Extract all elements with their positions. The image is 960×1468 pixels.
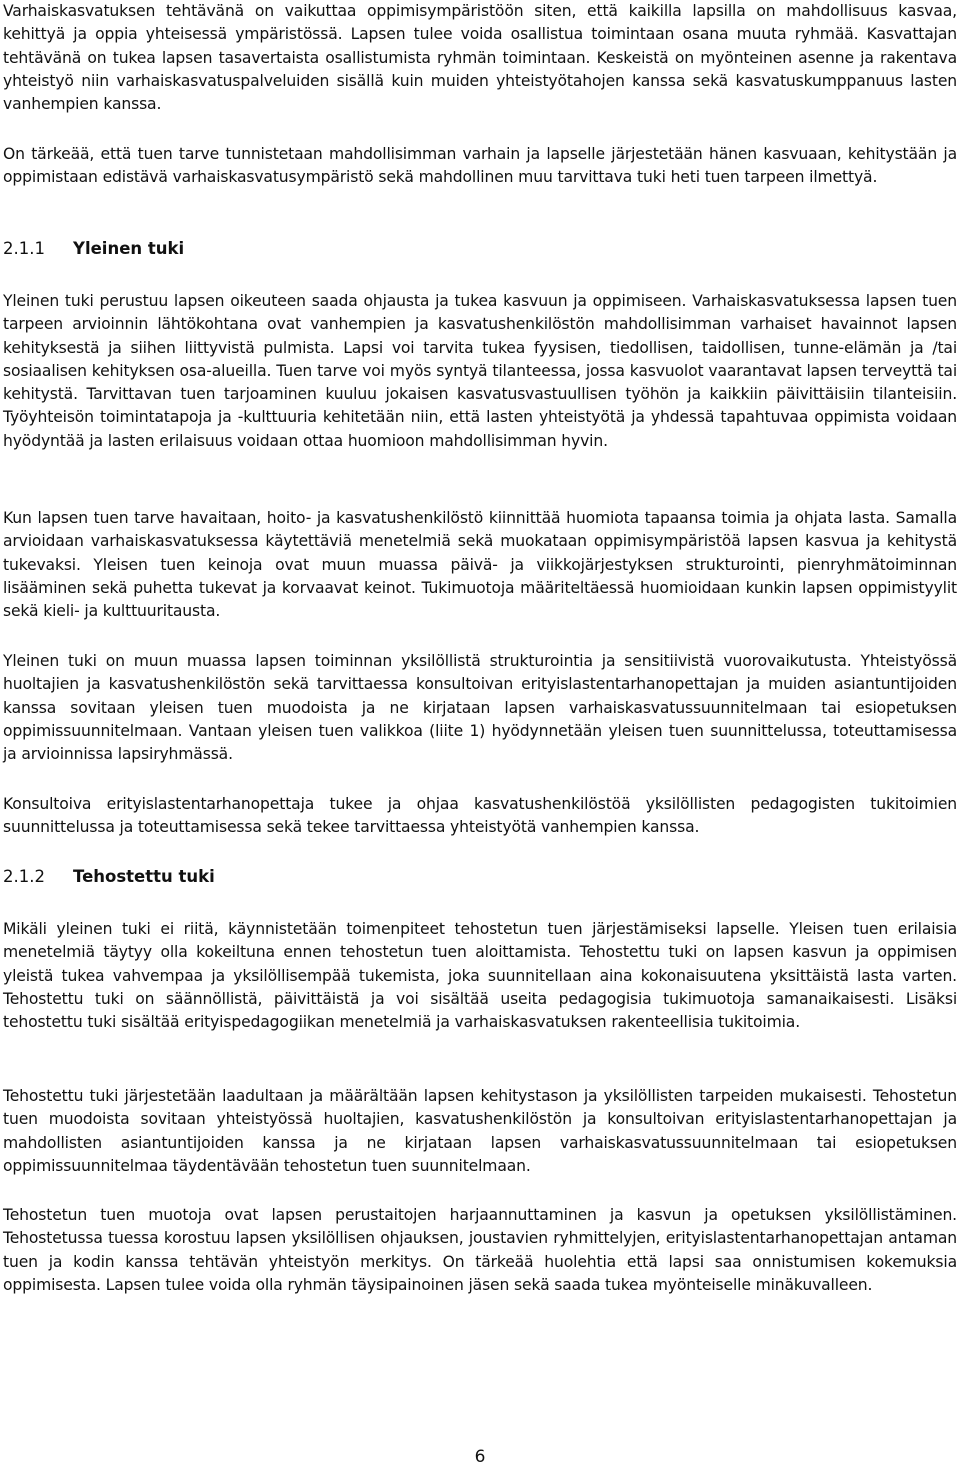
section-heading-general-support xyxy=(3,238,184,260)
paragraph-intensified-arrangement: Tehostettu tuki järjestetään laadultaan ja määrältään lapsen kehitystason ja yksilöllisten tarpeiden mukaisesti. Tehostetun tuen muodoista sovitaan yhteistyössä huoltajien, kasvatushenkilöstön ja konsultoivan erityislastentarhanopettajan ja mahdollisten asiantuntijoiden kanssa ja ne kirjataan lapsen varhaiskasvatussuunnitelmaan tai esiopetuksen oppimissuunnitelmaa täydentävään tehostetun tuen suunnitelmaan. xyxy=(3,1087,957,1175)
paragraph-staff-methods: Kun lapsen tuen tarve havaitaan, hoito- ja kasvatushenkilöstö kiinnittää huomiota tapaansa toimia ja ohjata lasta. Samalla arvioidaan varhaiskasvatuksessa käytettäviä menetelmiä sekä muokataan oppimisympäristöä lapsen kasvua ja kehitystä tukevaksi. Yleisen tuen keinoja ovat muun muassa päivä- ja viikkojärjestyksen strukturointi, pienryhmätoiminnan lisääminen sekä puhetta tukevat ja korvaavat keinot. Tukimuotoja määriteltäessä huomioidaan kunkin lapsen oppimistyylit sekä kieli- ja kulttuuritausta. xyxy=(3,509,957,621)
section-title: Tehostettu tuki xyxy=(73,867,215,886)
paragraph-intro: Varhaiskasvatuksen tehtävänä on vaikuttaa oppimisympäristöön siten, että kaikilla lapsilla on mahdollisuus kasvaa, kehittyä ja oppia yhteisessä ympäristössä. Lapsen tulee voida osallistua toimintaan osana muuta ryhmää. Kasvattajan tehtävänä on tukea lapsen tasavertaista osallistumista ryhmän toimintaan. Keskeistä on myönteinen asenne ja rakentava yhteistyö niin varhaiskasvatuspalveluiden sisällä kuin muiden yhteistyötahojen kanssa sekä kasvatuskumppanuus lasten vanhempien kanssa. xyxy=(3,2,957,114)
paragraph-intensified-forms: Tehostetun tuen muotoja ovat lapsen perustaitojen harjaannuttaminen ja kasvun ja opetuksen yksilöllistäminen. Tehostetussa tuessa korostuu lapsen yksilöllisen ohjauksen, joustavien ryhmittelyjen, erityislastentarhanopettajan antaman tuen ja kodin kanssa tehtävän yhteistyön merkitys. On tärkeää huolehtia että lapsi saa onnistumisen kokemuksia oppimisesta. Lapsen tulee voida olla ryhmän täysipainoinen jäsen sekä saada tukea myönteiselle minäkuvalleen. xyxy=(3,1206,957,1294)
section-number: 2.1.1 xyxy=(3,239,45,258)
section-number: 2.1.2 xyxy=(3,867,45,886)
section-heading-intensified-support xyxy=(3,866,215,888)
paragraph-early-support: On tärkeää, että tuen tarve tunnistetaan mahdollisimman varhain ja lapselle järjestetään hänen kasvuaan, kehitystään ja oppimistaan edistävä varhaiskasvatusympäristö sekä mahdollinen muu tarvittava tuki heti tuen tarpeen ilmettyä. xyxy=(3,145,957,187)
paragraph-consulting-teacher: Konsultoiva erityislastentarhanopettaja tukee ja ohjaa kasvatushenkilöstöä yksilöllisten pedagogisten tukitoimien suunnittelussa ja toteuttamisessa sekä tekee tarvittaessa yhteistyötä vanhempien kanssa. xyxy=(3,795,957,837)
page-number: 6 xyxy=(474,1447,486,1467)
paragraph-general-support-structuring: Yleinen tuki on muun muassa lapsen toiminnan yksilöllistä strukturointia ja sensitiivistä vuorovaikutusta. Yhteistyössä huoltajien ja kasvatushenkilöstön sekä tarvittaessa konsultoivan erityislastentarhanopettajan ja muiden asiantuntijoiden kanssa sovitaan yleisen tuen muodoista ja ne kirjataan lapsen varhaiskasvatussuunnitelmaan tai esiopetuksen oppimissuunnitelmaan. Vantaan yleisen tuen valikkoa (liite 1) hyödynnetään yleisen tuen suunnittelussa, toteuttamisessa ja arvioinnissa lapsiryhmässä. xyxy=(3,652,957,764)
paragraph-intensified-start: Mikäli yleinen tuki ei riitä, käynnistetään toimenpiteet tehostetun tuen järjestämiseksi lapselle. Yleisen tuen erilaisia menetelmiä täytyy olla kokeiltuna ennen tehostetun tuen aloittamista. Tehostettu tuki on lapsen kasvun ja oppimisen yleistä tukea vahvempaa ja yksilöllisempää tukemista, joka suunnitellaan aina kokonaisuutena yksittäistä lasta varten. Tehostettu tuki on säännöllistä, päivittäistä ja voi sisältää useita pedagogisia tukimuotoja samanaikaisesti. Lisäksi tehostettu tuki sisältää erityispedagogiikan menetelmiä ja varhaiskasvatuksen rakenteellisia tukitoimia. xyxy=(3,920,957,1032)
section-title: Yleinen tuki xyxy=(73,239,185,258)
paragraph-general-support-basis: Yleinen tuki perustuu lapsen oikeuteen saada ohjausta ja tukea kasvuun ja oppimiseen. Varhaiskasvatuksessa lapsen tuen tarpeen arvioinnin lähtökohtana ovat vanhempien ja kasvatushenkilöstön mahdollisimman varhaiset havainnot lapsen kehityksestä ja siihen liittyvistä pulmista. Lapsi voi tarvita tukea fyysisen, tiedollisen, taidollisen, tunne-elämän ja /tai sosiaalisen kehityksen osa-alueilla. Tuen tarve voi myös syntyä tilanteessa, jossa kasvuolot vaarantavat lapsen terveyttä tai kehitystä. Tarvittavan tuen tarjoaminen kuuluu jokaisen kasvatusvastuullisen työhön ja kaikkiin päivittäisiin tilanteisiin. Työyhteisön toimintatapoja ja -kulttuuria kehitetään niin, että lasten yhteistyötä ja yhdessä tapahtuvaa oppimista voidaan hyödyntää ja lasten erilaisuus voidaan ottaa huomioon mahdollisimman hyvin. xyxy=(3,292,957,450)
